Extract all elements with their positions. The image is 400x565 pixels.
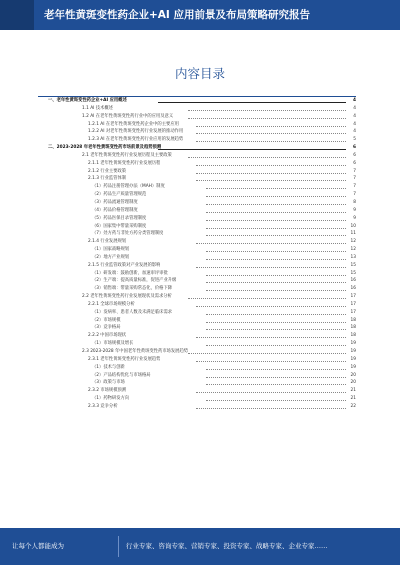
toc-page-number: 8	[353, 199, 356, 205]
toc-leader	[206, 329, 346, 330]
toc-leader	[206, 204, 346, 205]
toc-page-number: 10	[350, 223, 356, 229]
toc-page-number: 17	[350, 301, 356, 307]
footer-expert-list: 行业专家、咨询专家、营销专家、投资专家、战略专家、企业专家……	[126, 542, 328, 550]
toc-heading: 内容目录	[174, 66, 225, 81]
toc-entry-title: （2）生产端：提高质量标准，促进产业升级	[92, 278, 177, 284]
toc-page-number: 13	[350, 254, 356, 260]
toc-entry-title: 2.3.3 竞争分析	[88, 403, 118, 409]
header-accent-block	[0, 0, 34, 30]
toc-entry[interactable]	[38, 372, 356, 380]
toc-leader	[188, 353, 346, 354]
toc-entry-title: 1.1 AI 技术概述	[82, 105, 113, 111]
toc-leader	[206, 290, 346, 291]
toc-entry-title: 2.3 2023-2028 年中国老年性黄斑变性药市场发展趋势	[82, 349, 189, 354]
toc-entry[interactable]	[38, 113, 356, 121]
toc-leader	[206, 228, 346, 229]
toc-leader	[206, 212, 346, 213]
toc-entry[interactable]	[38, 403, 356, 411]
report-title: 老年性黄斑变性药企业+AI 应用前景及布局策略研究报告	[44, 9, 310, 21]
toc-page-number: 19	[350, 356, 356, 362]
toc-page-number: 4	[353, 129, 356, 135]
toc-leader	[196, 408, 346, 409]
toc-leader	[206, 369, 346, 370]
toc-entry[interactable]	[38, 364, 356, 372]
toc-leader	[206, 188, 346, 189]
toc-page-number: 6	[353, 145, 356, 151]
toc-leader	[206, 314, 346, 315]
toc-page-number: 9	[353, 215, 356, 221]
toc-entry[interactable]	[38, 144, 356, 152]
toc-entry[interactable]	[38, 105, 356, 113]
toc-entry[interactable]	[38, 238, 356, 246]
toc-entry[interactable]	[38, 121, 356, 129]
toc-entry[interactable]	[38, 324, 356, 332]
toc-entry-title: 2.3.2 市场规模预测	[88, 388, 127, 394]
toc-page-number: 5	[353, 137, 356, 143]
toc-entry-title: 2.1.3 行业监管体制	[88, 176, 127, 182]
toc-entry-title: （7）处方药与非处方药分类管理制度	[92, 231, 164, 237]
toc-page-number: 7	[353, 168, 356, 174]
toc-leader	[206, 377, 346, 378]
toc-entry-title: 2.2 老年性黄斑变性药行业发展现状及需求分析	[82, 294, 172, 300]
toc-page-number: 21	[350, 396, 356, 402]
footer-bar	[0, 528, 400, 565]
toc-leader	[206, 235, 346, 236]
toc-entry-title: 二、2023-2028 年老年性黄斑变性药市场前景及趋势预测	[48, 145, 162, 151]
toc-leader	[196, 306, 346, 307]
toc-page-number: 7	[353, 176, 356, 182]
toc-entry[interactable]	[38, 215, 356, 223]
toc-entry-title: 1.2.3 AI 在老年性黄斑变性药行业应用的发展趋势	[88, 137, 184, 143]
toc-entry[interactable]	[38, 395, 356, 403]
toc-page-number: 12	[350, 239, 356, 245]
toc-leader	[206, 400, 346, 401]
toc-entry-title: （1）发病率、患者人数及未满足临床需求	[92, 309, 173, 315]
toc-entry-title: （5）药品医保目录管理制度	[92, 215, 147, 221]
toc-page-number: 6	[353, 152, 356, 158]
toc-leader	[158, 102, 346, 103]
toc-entry[interactable]	[38, 277, 356, 285]
toc-page-number: 12	[350, 247, 356, 253]
toc-page-number: 20	[350, 372, 356, 378]
toc-entry[interactable]	[38, 262, 356, 270]
toc-entry[interactable]	[38, 246, 356, 254]
toc-page-number: 22	[350, 403, 356, 409]
toc-leader	[196, 392, 346, 393]
toc-entry-title: （2）产品结构优化与市场格局	[92, 372, 151, 378]
toc-entry-title: 1.2.1 AI 在老年性黄斑变性药企业中的主要应用	[88, 121, 179, 127]
toc-page-number: 18	[350, 333, 356, 339]
toc-page-number: 4	[353, 105, 356, 111]
toc-page-number: 17	[350, 309, 356, 315]
toc-leader	[196, 337, 346, 338]
toc-page-number: 11	[350, 231, 356, 237]
toc-entry-title: 1.2.2 AI 对老年性黄斑变性药行业发展的推动作用	[88, 129, 184, 135]
toc-page-number: 18	[350, 317, 356, 323]
toc-leader	[196, 141, 346, 142]
toc-leader	[188, 298, 346, 299]
toc-entry[interactable]	[38, 285, 356, 293]
toc-entry-title: 2.1 老年性黄斑变性药行业发展历程及主要政策	[82, 152, 172, 158]
toc-entry-title: （1）研发端：鼓励创新，加速审评审批	[92, 270, 168, 276]
toc-entry-title: 2.1.5 行业监管政策对产业发展的影响	[88, 262, 161, 268]
toc-page-number: 4	[353, 98, 356, 103]
toc-entry[interactable]	[38, 270, 356, 278]
toc-entry[interactable]	[38, 301, 356, 309]
toc-entry[interactable]	[38, 207, 356, 215]
toc-entry[interactable]	[38, 175, 356, 183]
toc-page-number: 16	[350, 286, 356, 292]
toc-page-number: 20	[350, 380, 356, 386]
toc-page-number: 16	[350, 278, 356, 284]
toc-entry[interactable]	[38, 387, 356, 395]
toc-leader	[206, 196, 346, 197]
toc-leader	[206, 345, 346, 346]
toc-entry-title: 2.1.4 行业发展规划	[88, 239, 127, 245]
toc-entry-title: 2.2.2 中国市场现状	[88, 333, 127, 339]
toc-entry[interactable]	[38, 293, 356, 301]
toc-entry-title: （2）市场规模	[92, 317, 121, 323]
toc-entry[interactable]	[38, 199, 356, 207]
toc-page-number: 18	[350, 325, 356, 331]
toc-entry-title: （1）市场规模及增长	[92, 341, 134, 347]
toc-entry[interactable]	[38, 348, 356, 356]
toc-entry[interactable]	[38, 168, 356, 176]
toc-entry[interactable]	[38, 223, 356, 231]
toc-page-number: 6	[353, 160, 356, 166]
toc-entry[interactable]	[38, 128, 356, 136]
toc-leader	[206, 322, 346, 323]
toc-leader	[206, 282, 346, 283]
toc-leader	[196, 165, 346, 166]
toc-leader	[196, 133, 346, 134]
toc-entry-title: （2）地方产业规划	[92, 254, 130, 260]
toc-entry-title: 2.2.1 全球市场规模分析	[88, 301, 135, 307]
toc-entry[interactable]	[38, 152, 356, 160]
toc-entry-title: 一、老年性黄斑变性药企业+AI 应用概述	[48, 98, 127, 103]
toc-entry[interactable]	[38, 230, 356, 238]
toc-leader	[196, 126, 346, 127]
toc-entry-title: （3）政策与市场	[92, 380, 125, 386]
toc-leader	[188, 110, 346, 111]
toc-page-number: 21	[350, 388, 356, 394]
toc-entry-title: （3）销售端：带量采购常态化，价格下降	[92, 286, 173, 292]
toc-entry[interactable]	[38, 332, 356, 340]
toc-leader	[188, 118, 346, 119]
toc-leader	[196, 267, 346, 268]
toc-page-number: 15	[350, 270, 356, 276]
toc-leader	[196, 243, 346, 244]
toc-entry-title: （1）药物研发方向	[92, 396, 130, 402]
toc-entry[interactable]	[38, 191, 356, 199]
toc-entry-title: （1）药品注册管理办法（MAH）制度	[92, 184, 165, 190]
toc-entry[interactable]	[38, 356, 356, 364]
toc-entry[interactable]	[38, 379, 356, 387]
toc-entry[interactable]	[38, 254, 356, 262]
toc-entry[interactable]	[38, 309, 356, 317]
toc-page-number: 4	[353, 113, 356, 119]
toc-entry-title: （1）技术与创新	[92, 364, 125, 370]
footer-divider	[118, 536, 119, 557]
toc-page-number: 7	[353, 184, 356, 190]
toc-leader	[196, 173, 346, 174]
toc-leader	[206, 220, 346, 221]
toc-entry[interactable]	[38, 160, 356, 168]
toc-entry-title: （3）竞争格局	[92, 325, 121, 331]
toc-entry-title: （4）药品价格管理制度	[92, 207, 138, 213]
toc-leader	[206, 384, 346, 385]
toc-entry[interactable]	[38, 340, 356, 348]
toc-page-number: 15	[350, 262, 356, 268]
toc-page-number: 19	[350, 349, 356, 354]
toc-entry[interactable]	[38, 136, 356, 144]
toc-page-number: 7	[353, 192, 356, 198]
toc-page-number: 9	[353, 207, 356, 213]
toc-page-number: 4	[353, 121, 356, 127]
toc-leader	[196, 180, 346, 181]
toc-entry-title: 2.1.1 老年性黄斑变性药行业发展历程	[88, 160, 161, 166]
toc-leader	[188, 157, 346, 158]
toc-entry-title: （2）药品生产质量管理规范	[92, 192, 147, 198]
toc-entry-title: 2.1.2 行业主要政策	[88, 168, 127, 174]
toc-page-number: 19	[350, 341, 356, 347]
toc-entry[interactable]	[38, 317, 356, 325]
toc-entry-title: （1）国家战略规划	[92, 247, 130, 253]
toc-page-number: 19	[350, 364, 356, 370]
footer-slogan: 让每个人都能成为	[12, 542, 64, 550]
toc-leader	[158, 149, 346, 150]
toc-leader	[206, 275, 346, 276]
toc-entry-title: 2.3.1 老年性黄斑变性药行业发展趋势	[88, 356, 161, 362]
toc-entry-title: （6）国家集中带量采购制度	[92, 223, 147, 229]
header-bar	[0, 0, 400, 30]
toc-leader	[206, 259, 346, 260]
toc-leader	[206, 251, 346, 252]
toc-leader	[196, 361, 346, 362]
toc-entry-title: 1.2 AI 在老年性黄斑变性药行业中的应用及意义	[82, 113, 174, 119]
toc-entry[interactable]	[38, 97, 356, 105]
toc-page-number: 17	[350, 294, 356, 300]
toc-entry-title: （3）药品流通管理制度	[92, 199, 138, 205]
table-of-contents	[38, 97, 356, 411]
toc-entry[interactable]	[38, 183, 356, 191]
